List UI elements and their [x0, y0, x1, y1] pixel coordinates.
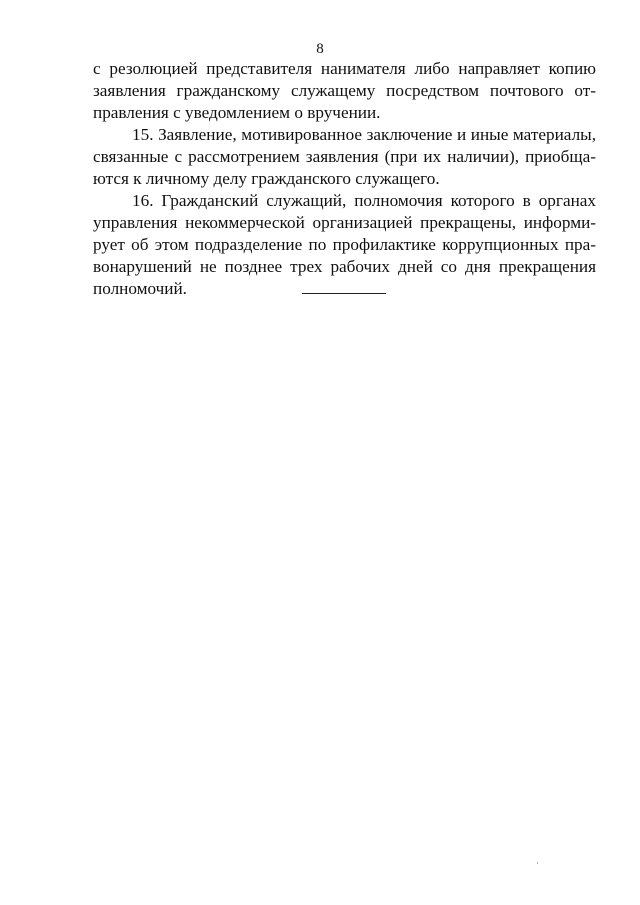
page-number: 8 — [316, 41, 324, 57]
text-line: с резолюцией представителя нанимателя либо направляет копию — [93, 59, 596, 78]
scan-speck — [537, 862, 538, 864]
text-line: ются к личному делу гражданского служащего. — [93, 169, 440, 188]
text-line: управления некоммерческой организацией прекращены, информи- — [93, 213, 596, 232]
paragraph-15-first-line: 15. Заявление, мотивированное заключение и иные материалы, — [132, 125, 596, 144]
end-separator-line — [302, 293, 386, 294]
text-line: правления с уведомлением о вручении. — [93, 103, 381, 122]
text-line: полномочий. — [93, 279, 187, 298]
paragraph-16-first-line: 16. Гражданский служащий, полномочия которого в органах — [132, 191, 596, 210]
text-line: заявления гражданскому служащему посредством почтового от- — [93, 81, 596, 100]
text-line: связанные с рассмотрением заявления (при их наличии), приобща- — [93, 147, 596, 166]
text-line: рует об этом подразделение по профилактике коррупционных пра- — [93, 235, 596, 254]
text-line: вонарушений не позднее трех рабочих дней со дня прекращения — [93, 257, 596, 276]
